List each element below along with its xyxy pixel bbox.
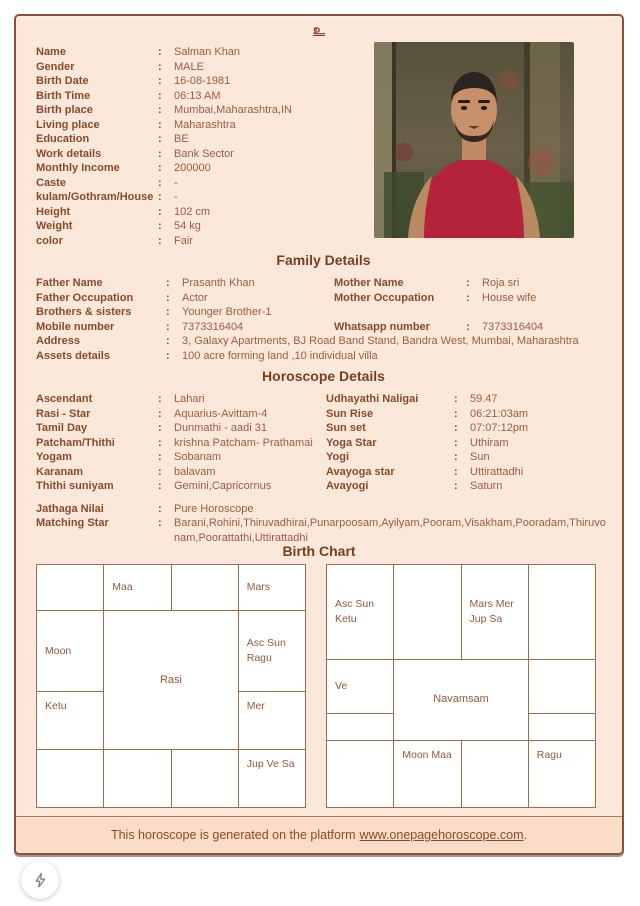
personal-details-section (36, 45, 381, 248)
field-value: 54 kg (174, 220, 201, 232)
field-value: 16-08-1981 (174, 75, 231, 87)
detail-row (36, 421, 611, 436)
field-label: Matching Star (36, 517, 109, 529)
colon: : (166, 349, 170, 362)
field-label: Work details (36, 147, 102, 160)
field-value: Sun (470, 451, 490, 463)
field-value: Maharashtra (174, 118, 236, 131)
colon: : (166, 306, 170, 318)
rasi-center-label: Rasi (104, 611, 239, 750)
field-value: 7373316404 (182, 320, 244, 333)
field-value: Fair (174, 234, 193, 247)
field-label: Udhayathi Naligai (326, 393, 419, 405)
field-value: Gemini,Capricornus (174, 480, 272, 492)
detail-row (36, 291, 611, 306)
colon: : (158, 46, 162, 58)
colon: : (158, 407, 162, 420)
horoscope-details-section (36, 368, 611, 545)
navamsam-cell-8 (327, 740, 394, 808)
field-value: BE (174, 133, 189, 145)
colon: : (158, 220, 162, 232)
rasi-cell-8 (37, 750, 104, 808)
field-label: Birth Date (36, 75, 89, 87)
navamsam-cell-2: Mars Mer Jup Sa (461, 565, 528, 660)
colon: : (158, 162, 162, 174)
navamsam-cell-1 (394, 565, 461, 660)
field-value: Actor (182, 291, 208, 304)
field-label: Yogam (36, 451, 72, 463)
field-label: Patcham/Thithi (36, 436, 115, 449)
colon: : (454, 465, 458, 478)
rasi-cell-9 (104, 750, 171, 808)
field-label: Yogi (326, 451, 350, 463)
field-label: Ascendant (36, 393, 93, 405)
detail-row (36, 392, 611, 407)
colon: : (466, 320, 470, 333)
detail-row (36, 465, 611, 480)
field-label: Jathaga Nilai (36, 502, 104, 515)
field-label: Yoga Star (326, 436, 377, 449)
family-details-section (36, 252, 611, 363)
field-label: Karanam (36, 465, 84, 478)
field-value: Uthiram (470, 436, 509, 449)
field-label: Brothers & sisters (36, 306, 132, 318)
rasi-cell-3: Mars (238, 565, 305, 611)
biodata-document (14, 14, 624, 855)
detail-row (36, 479, 611, 494)
field-value: MALE (174, 60, 204, 73)
colon: : (454, 451, 458, 463)
detail-row (36, 276, 611, 291)
detail-row (36, 349, 611, 364)
field-label: Mobile number (36, 320, 115, 333)
rasi-cell-2 (171, 565, 238, 611)
detail-row (36, 205, 381, 220)
colon: : (158, 191, 162, 203)
detail-row (36, 147, 381, 162)
field-value: Barani,Rohini,Thiruvadhirai,Punarpoosam,Ayilyam,Pooram,Visakham,Pooradam,Thiruvonam,Poorattathi,Uttirattadhi (174, 517, 606, 544)
detail-row (36, 450, 611, 465)
field-label: Thithi suniyam (36, 480, 114, 492)
colon: : (454, 436, 458, 449)
detail-row (36, 132, 381, 147)
rasi-chart (36, 564, 306, 808)
detail-row (36, 60, 381, 75)
field-label: Address (36, 335, 81, 347)
field-value: Roja sri (482, 277, 520, 289)
detail-row (36, 436, 611, 451)
field-label: Sun set (326, 422, 366, 434)
field-value: Bank Sector (174, 147, 234, 160)
colon: : (158, 133, 162, 145)
colon: : (158, 104, 162, 116)
pillaiyar-suzhi-symbol: உ (313, 22, 325, 37)
colon: : (466, 277, 470, 289)
field-label: Tamil Day (36, 422, 88, 434)
colon: : (158, 118, 162, 131)
horoscope-details-title: Horoscope Details (262, 368, 385, 384)
field-label: Sun Rise (326, 407, 374, 420)
colon: : (158, 393, 162, 405)
rasi-cell-10 (171, 750, 238, 808)
field-label: Gender (36, 60, 75, 73)
rasi-cell-1: Maa (104, 565, 171, 611)
colon: : (158, 451, 162, 463)
navamsam-cell-9: Moon Maa (394, 740, 461, 808)
zap-icon (32, 872, 49, 889)
birth-chart-title: Birth Chart (282, 543, 356, 559)
field-label: Monthly Income (36, 162, 120, 174)
field-value: Younger Brother-1 (182, 306, 272, 318)
rasi-cell-4: Moon (37, 611, 104, 692)
field-label: Weight (36, 220, 73, 232)
footer-text: This horoscope is generated on the platform (110, 828, 356, 842)
field-label: Caste (36, 176, 66, 189)
field-value: krishna Patcham- Prathamai (174, 436, 313, 449)
profile-photo-illustration (374, 42, 574, 238)
colon: : (166, 335, 170, 347)
family-details-title: Family Details (276, 252, 371, 268)
navamsam-chart (326, 564, 596, 808)
field-value: 7373316404 (482, 320, 544, 333)
detail-row (36, 45, 381, 60)
field-value: House wife (482, 291, 537, 304)
field-label: color (36, 234, 63, 247)
navamsam-cell-0: Asc Sun Ketu (327, 565, 394, 660)
field-value: 200000 (174, 162, 211, 174)
navamsam-cell-4: Ve (327, 659, 394, 713)
profile-photo (374, 42, 574, 238)
colon: : (158, 422, 162, 434)
field-value: 102 cm (174, 205, 211, 218)
field-value: Prasanth Khan (182, 277, 255, 289)
detail-row (36, 190, 381, 205)
detail-row (36, 234, 381, 249)
field-label: Father Occupation (36, 291, 134, 304)
field-value: Sobanam (174, 451, 222, 463)
field-label: Assets details (36, 349, 110, 362)
detail-row (36, 74, 381, 89)
rasi-cell-0 (37, 565, 104, 611)
detail-row (36, 176, 381, 191)
detail-row (36, 334, 611, 349)
navamsam-center-label: Navamsam (394, 659, 529, 740)
colon: : (158, 436, 162, 449)
field-value: balavam (174, 465, 216, 478)
rasi-cell-11: Jup Ve Sa (238, 750, 305, 808)
field-value: 100 acre forming land ,10 individual villa (182, 349, 378, 362)
field-label: Whatsapp number (334, 320, 430, 333)
colon: : (466, 291, 470, 304)
colon: : (158, 89, 162, 102)
detail-row (36, 118, 381, 133)
detail-row (36, 219, 381, 234)
field-label: Avayogi (326, 480, 369, 492)
field-label: Birth Time (36, 89, 91, 102)
colon: : (166, 320, 170, 333)
field-value: 3, Galaxy Apartments, BJ Road Band Stand, Bandra West, Mumbai, Maharashtra (182, 335, 579, 347)
navamsam-cell-7 (528, 713, 595, 740)
field-value: Saturn (470, 480, 503, 492)
field-value: - (174, 176, 178, 189)
field-value: - (174, 191, 178, 203)
footer-bar (16, 816, 622, 853)
detail-row (36, 103, 381, 118)
colon: : (454, 422, 458, 434)
field-value: 07:07:12pm (470, 422, 529, 434)
field-label: Education (36, 133, 90, 145)
colon: : (166, 291, 170, 304)
colon: : (454, 407, 458, 420)
field-label: kulam/Gothram/House (36, 191, 154, 203)
colon: : (158, 205, 162, 218)
footer-period: . (523, 828, 528, 842)
rasi-cell-5: Asc Sun Ragu (238, 611, 305, 692)
detail-row (36, 320, 611, 335)
colon: : (158, 480, 162, 492)
colon: : (158, 517, 162, 529)
navamsam-cell-6 (327, 713, 394, 740)
field-value: 06:13 AM (174, 89, 221, 102)
field-label: Birth place (36, 104, 93, 116)
detail-row (36, 161, 381, 176)
colon: : (454, 393, 458, 405)
colon: : (166, 277, 170, 289)
detail-row (36, 305, 611, 320)
rasi-cell-7: Mer (238, 692, 305, 750)
rasi-cell-6: Ketu (37, 692, 104, 750)
field-label: Avayoga star (326, 465, 395, 478)
colon: : (454, 480, 458, 492)
field-label: Mother Occupation (334, 291, 435, 304)
navamsam-cell-10 (461, 740, 528, 808)
platform-link[interactable]: www.onepagehoroscope.com (359, 828, 524, 842)
field-label: Living place (36, 118, 100, 131)
navamsam-cell-3 (528, 565, 595, 660)
field-value: Pure Horoscope (174, 502, 254, 515)
field-value: 06:21:03am (470, 407, 529, 420)
field-value: Aquarius-Avittam-4 (174, 407, 268, 420)
field-label: Height (36, 205, 71, 218)
field-value: Salman Khan (174, 46, 241, 58)
colon: : (158, 502, 162, 515)
colon: : (158, 234, 162, 247)
colon: : (158, 60, 162, 73)
field-label: Rasi - Star (36, 407, 91, 420)
field-label: Father Name (36, 277, 103, 289)
field-value: Mumbai,Maharashtra,IN (174, 104, 292, 116)
field-value: Dunmathi - aadi 31 (174, 422, 267, 434)
detail-row (36, 407, 611, 422)
detail-row (36, 516, 611, 545)
quick-action-button[interactable] (21, 861, 59, 899)
navamsam-cell-5 (528, 659, 595, 713)
field-value: Uttirattadhi (470, 465, 524, 478)
colon: : (158, 147, 162, 160)
field-value: Lahari (174, 393, 205, 405)
field-label: Mother Name (334, 277, 404, 289)
field-label: Name (36, 46, 66, 58)
field-value: 59.47 (470, 393, 498, 405)
detail-row (36, 89, 381, 104)
detail-row (36, 502, 611, 517)
colon: : (158, 465, 162, 478)
navamsam-cell-11: Ragu (528, 740, 595, 808)
colon: : (158, 75, 162, 87)
colon: : (158, 176, 162, 189)
